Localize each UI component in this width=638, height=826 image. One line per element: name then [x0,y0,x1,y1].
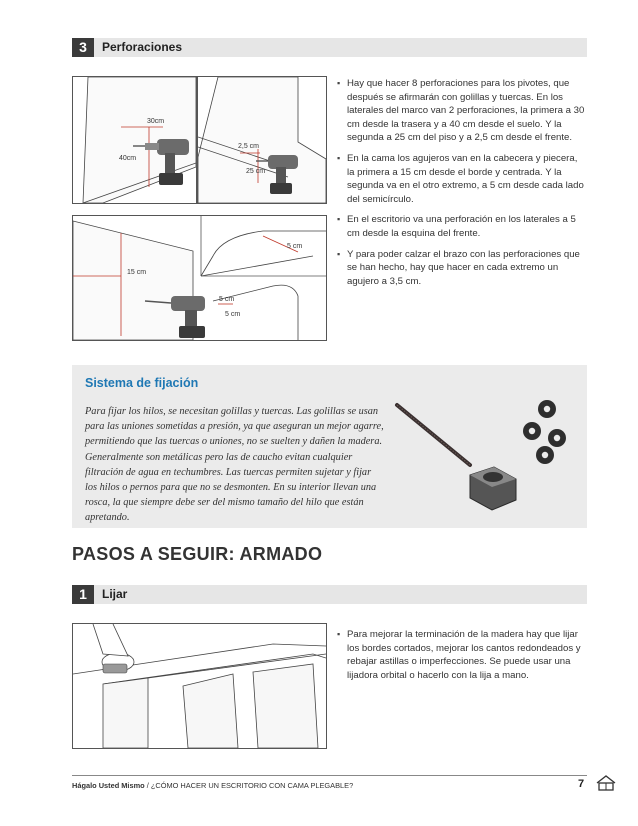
dim-5cm-mid: 5 cm [219,296,235,303]
bolt-nut-washers-image [392,385,582,520]
section-title: Lijar [102,587,128,601]
fixation-box [72,365,587,528]
footer-text [72,781,353,790]
section-number: 3 [72,38,94,57]
section-3-header [72,38,587,57]
list-item: ▪ En la cama los agujeros van en la cabecera y piecera, la primera a 15 cm desde el borde y centrada. Y la segunda va en el otro extremo, a 5 cm desde cada lado del semicírculo. [337,152,587,206]
dim-40cm: 40cm [119,155,137,162]
section-3-bullets [337,77,587,295]
list-item: ▪ Hay que hacer 8 perforaciones para los pivotes, que después se afirmarán con golillas y tuercas. En los laterales del marco van 2 perforaciones, la primera a 30 cm desde la trasera y a 40 cm desde el suelo. Y la segunda a 25 cm del piso y a 2,5 cm desde el frente. [337,77,587,145]
figure-front-drilling [197,76,327,204]
fixation-title: Sistema de fijación [85,376,199,390]
section-title: Perforaciones [102,40,183,54]
section-1-bullets [337,628,587,689]
section-1-header [72,585,587,604]
figure-lateral-drilling [72,76,197,204]
dim-30cm: 30cm [147,118,165,125]
fixation-text: Para fijar los hilos, se necesitan golillas y tuercas. Las golillas se usan para las uniones sometidas a presión, ya que aseguran un mejor agarre, permitiendo que las tuercas o uniones, no se suelten y dañen la madera. Generalmente son metálicas pero las de caucho evitan cualquier filtración de agua en techumbres. Las tuercas permiten sujetar y fijar los hilos o pernos para que no se desmonten. En su interior llevan una rosca, la que siempre debe ser del mismo tamaño del hilo que están apretando. [85,406,384,524]
figure-sanding [72,623,327,749]
armado-heading: PASOS A SEGUIR: ARMADO [72,544,323,564]
dim-25cm: 25 cm [246,168,266,175]
section-number: 1 [72,585,94,604]
page-number: 7 [578,778,585,790]
dim-5cm-top: 5 cm [287,243,303,250]
footer-brand: Hágalo Usted Mismo [72,781,145,790]
dim-15cm: 15 cm [127,269,147,276]
dim-2-5cm: 2,5 cm [238,143,260,150]
list-item: ▪ En el escritorio va una perforación en los laterales a 5 cm desde la esquina del frente. [337,213,587,240]
list-item: ▪ Para mejorar la terminación de la madera hay que lijar los bordes cortados, mejorar los cantos redondeados y rebajar astillas o imperfecciones. Se puede usar una lijadora orbital o hacerlo con la lija a mano. [337,628,587,682]
figure-bed-drilling [72,215,327,341]
footer-separator: / [144,781,151,790]
dim-5cm-low: 5 cm [225,311,241,318]
footer-rule [72,775,587,776]
hand-sanding-icon [93,624,134,673]
footer-subtitle: ¿CÓMO HACER UN ESCRITORIO CON CAMA PLEGABLE? [150,781,354,790]
house-tool-icon [596,775,616,791]
list-item: ▪ Y para poder calzar el brazo con las perforaciones que se han hecho, hay que hacer en cada extremo un agujero a 3,5 cm. [337,248,587,289]
